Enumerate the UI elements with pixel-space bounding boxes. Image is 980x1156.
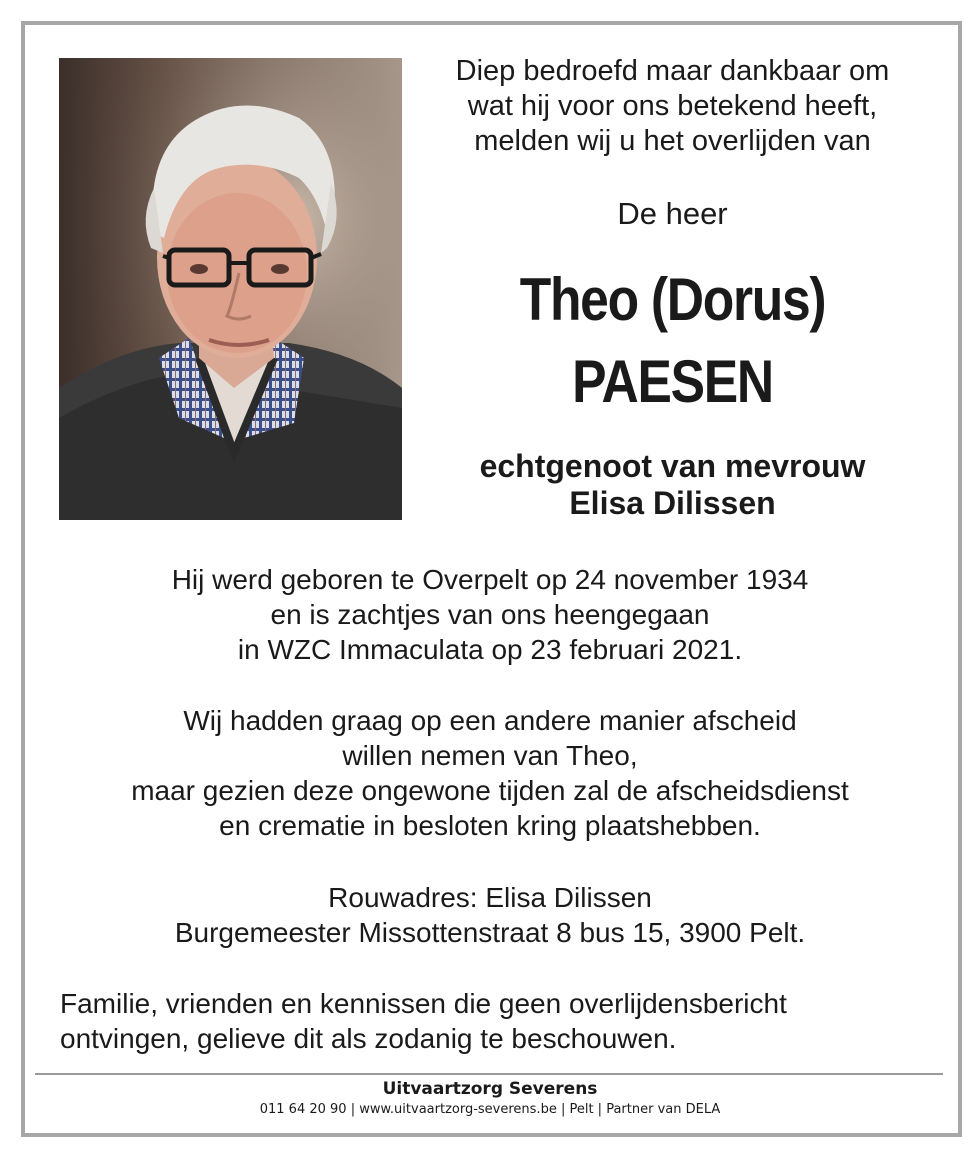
biography	[25, 562, 955, 667]
farewell-line: Wij hadden graag op een andere manier afscheid	[183, 705, 797, 736]
footer-divider	[35, 1073, 943, 1075]
biography-line: in WZC Immaculata op 23 februari 2021.	[237, 634, 743, 665]
salutation: De heer	[617, 196, 728, 231]
notice-line: Familie, vrienden en kennissen die geen overlijdensbericht	[60, 988, 787, 1019]
farewell-line: willen nemen van Theo,	[342, 740, 638, 771]
mourning-address	[25, 880, 955, 950]
address-line: Rouwadres: Elisa Dilissen	[328, 882, 652, 913]
intro-line: Diep bedroefd maar dankbaar om	[455, 55, 890, 87]
address-line: Burgemeester Missottenstraat 8 bus 15, 3900 Pelt.	[174, 917, 806, 948]
intro-line: melden wij u het overlijden van	[474, 125, 871, 157]
deceased-name: Theo (Dorus)	[519, 266, 826, 333]
portrait-illustration	[59, 58, 402, 520]
biography-line: en is zachtjes van ons heengegaan	[270, 599, 710, 630]
biography-line: Hij werd geboren te Overpelt op 24 november 1934	[171, 564, 809, 595]
spouse-info	[405, 448, 940, 522]
intro-text	[405, 54, 940, 159]
notice-line: ontvingen, gelieve dit als zodanig te beschouwen.	[60, 1023, 677, 1054]
farewell-line: maar gezien deze ongewone tijden zal de afscheidsdienst	[131, 775, 849, 806]
spouse-relation: echtgenoot van mevrouw	[479, 448, 866, 484]
notice-text	[60, 986, 940, 1056]
portrait-photo	[59, 58, 402, 520]
farewell-line: en crematie in besloten kring plaatshebben.	[219, 810, 761, 841]
funeral-company-name: Uitvaartzorg Severens	[382, 1079, 598, 1099]
funeral-company-contact: 011 64 20 90 | www.uitvaartzorg-severens.be | Pelt | Partner van DELA	[259, 1102, 721, 1117]
farewell-message	[25, 703, 955, 843]
spouse-name: Elisa Dilissen	[569, 485, 776, 521]
deceased-surname: PAESEN	[572, 348, 773, 415]
intro-line: wat hij voor ons betekend heeft,	[467, 90, 878, 122]
